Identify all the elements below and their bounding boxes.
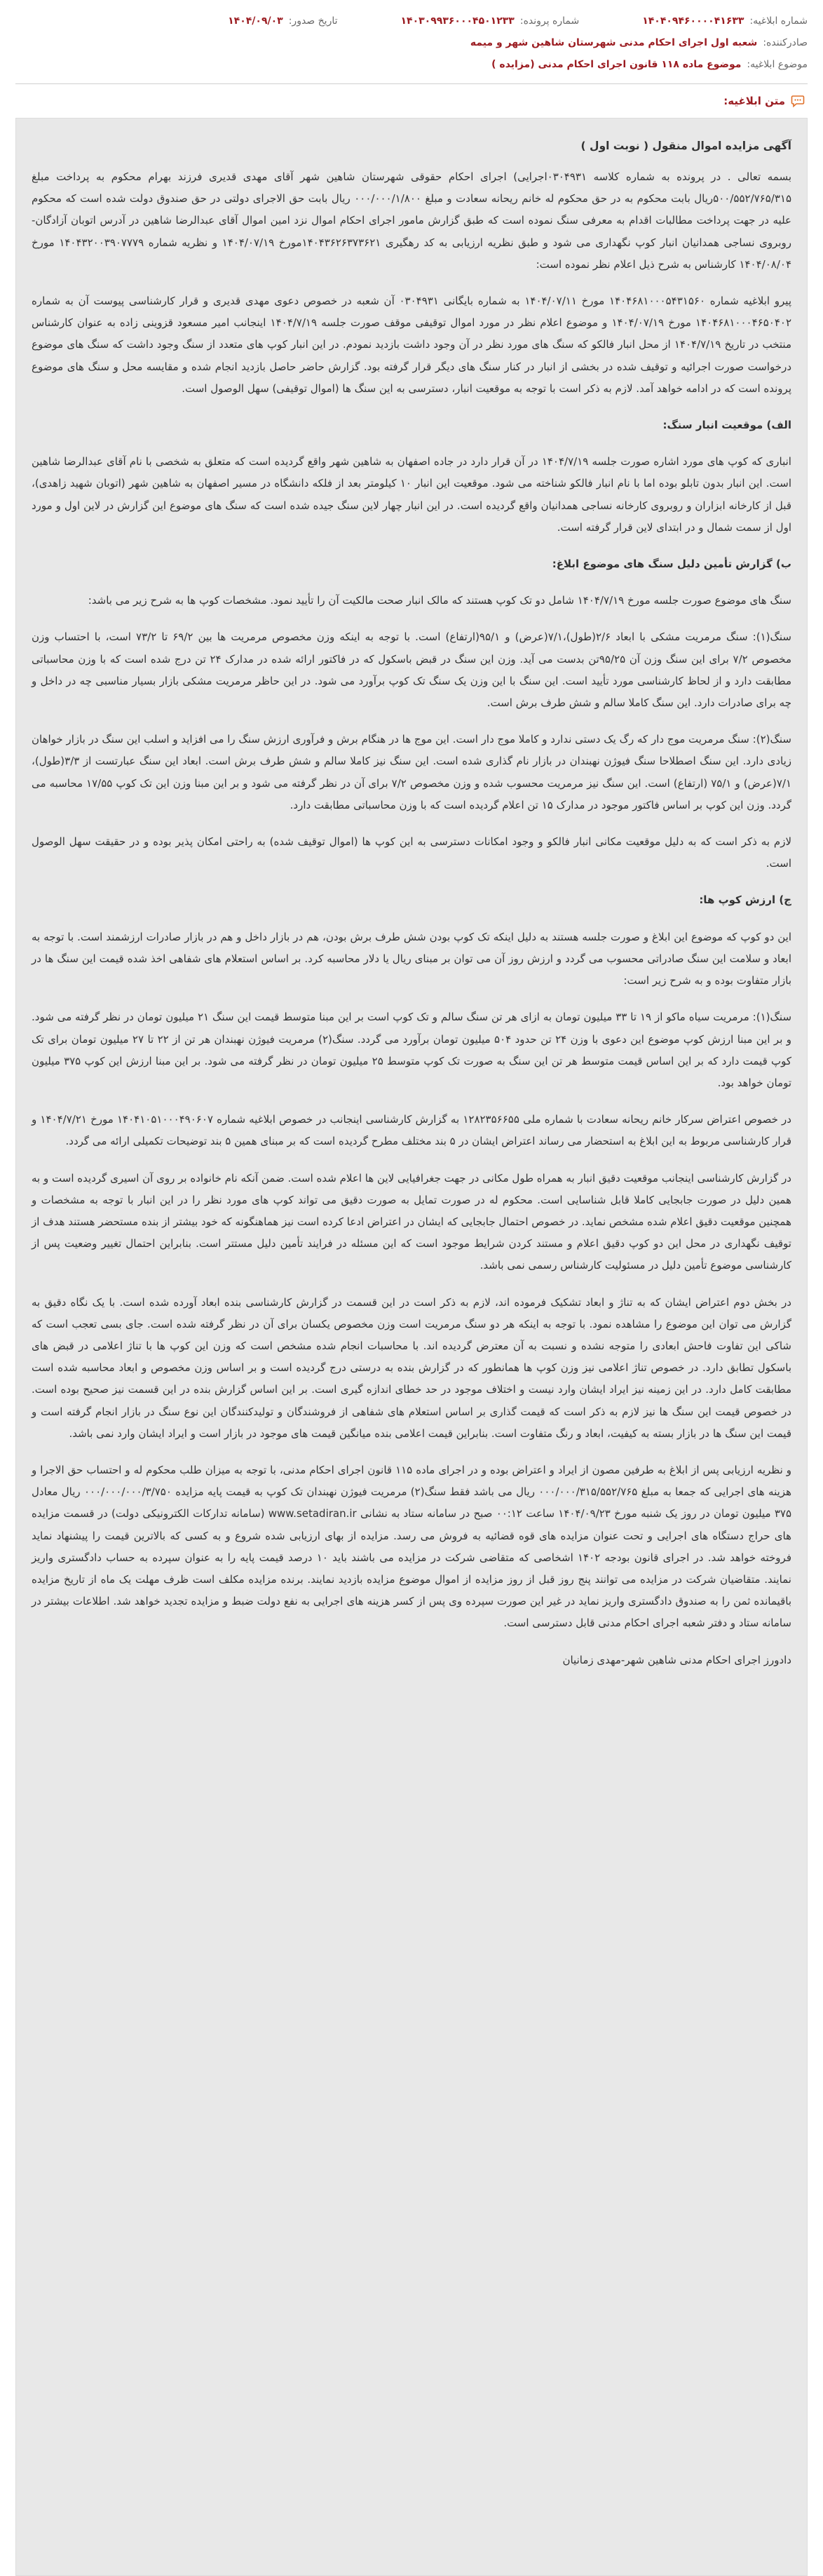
paragraph-objection-response-1: در گزارش کارشناسی اینجانب موقعیت دقیق انبار به همراه طول مکانی در جهت جغرافیایی لاین ها اعلام شده است. ضمن آنکه نام خانواده بر روی آن اسیری گردیده است و به همین دلیل در صورت جابجایی کاملا قابل شناسایی است. محکوم له در صورت تمایل به صورت دقیق می تواند کوپ های مورد نظر را در این انبار با توجه به مشخصات و همچنین موقعیت دقیق اعلام شده مشخص نماید. در خصوص احتمال جابجایی که ایشان در اعتراض ادعا کرده است نیز هماهنگونه که خود بیشتر از بنده مستحضر هستند هدف از توقیف نگهداری در محل این دو کوپ دقیق اعلام و مستند کردن شرایط موجود است که این مسئله در فرایند تأمین دلیل مستتر است. بنابراین احتمال تغییر وضعیت پس از کارشناسی موضوع تأمین دلیل در مسئولیت کارشناس رسمی نمی باشد. [32, 1171, 791, 1272]
paragraph-location: انباری که کوپ های مورد اشاره صورت جلسه ۱۴۰۴/۷/۱۹ در آن قرار دارد در جاده اصفهان به شاهین شهر واقع گردیده است که متعلق به شخصی با نام آقای عبدالرضا شاهین است. این انبار بدون تابلو بوده اما با نام انبار فالکو شناخته می شود. موقعیت این انبار ۱۰ کیلومتر بعد از فلکه دانشگاه در مسیر اصفهان به شاهین شهر (اتوبان شهید زاهدی)، قبل از کارخانه ابزاران و روبروی کارخانه نساجی همدانیان واقع گردیده است. در این انبار چهار لاین سنگ جیده شده است که سنگ های موضوع این گزارش در لاین اول و مورد اول از سمت شمال و در ابتدای لاین قرار گرفته است. [32, 455, 791, 534]
paragraph-access: لازم به ذکر است که به دلیل موقعیت مکانی انبار فالکو و وجود امکانات دسترسی به این کوپ ها (اموال توقیف شده) به راحتی امکان پذیر بوده و در حقیقت سهل الوصول است. [32, 835, 791, 870]
notice-title: متن ابلاغیه: [723, 95, 785, 107]
paragraph-prices: سنگ(۱): مرمریت سیاه ماکو از ۱۹ تا ۳۳ میلیون تومان به ازای هر تن سنگ سالم و تک کوپ است بر این مبنا متوسط قیمت این سنگ ۲۱ میلیون تومان در نظر گرفته می شود. و بر این مبنا ارزش کوپ موضوع این دعوی با وزن ۲۴ تن حدود ۵۰۴ میلیون تومان برآورد می گردد. سنگ(۲) مرمریت فیوژن نهبندان هر تن از ۲۲ تا ۲۷ میلیون تومان برای تک کوپ قیمت دارد که بر این اساس قیمت متوسط هر تن این سنگ به صورت تک کوپ متوسط ۲۵ میلیون تومان در نظر گرفته می شود. بر این مبنا ارزش این کوپ ۳۷۵ میلیون تومان خواهد بود. [32, 1011, 792, 1089]
paragraph-evidence: سنگ های موضوع صورت جلسه مورخ ۱۴۰۴/۷/۱۹ شامل دو تک کوپ هستند که مالک انبار صحت مالکیت آن را تأیید نمود. مشخصات کوپ ها به شرح زیر می باشد: [88, 594, 791, 607]
meta-row-numbers [15, 10, 808, 32]
notice-body [15, 118, 808, 2576]
issue-number-label: شماره ابلاغیه: [749, 15, 808, 27]
notice-header [0, 84, 823, 115]
paragraph-auction-terms: و نظریه ارزیابی پس از ابلاغ به طرفین مصون از ایراد و اعتراض بوده و در اجرای ماده ۱۱۵ قانون اجرای احکام مدنی، با توجه به میزان طلب محکوم له و احتساب حق الاجرا و هزینه های اجرایی که جمعا به مبلغ ۰۰۰/۰۰۰/۳۱۵/۵۵۲/۷۶۵ ریال می باشد فقط سنگ(۲) مرمریت فیوژن نهبندان تک کوپ به قیمت پایه مزایده ۰۰۰/۰۰۰/۰۰۰/۳/۷۵۰ ریال معادل ۳۷۵ میلیون تومان در روز یک شنبه مورخ ۱۴۰۴/۰۹/۲۳ ساعت ۰۰:۱۲ صبح در سامانه ستاد به نشانی www.setadiran.ir (سامانه تدارکات الکترونیکی دولت) در قسمت مزایده های حراج دستگاه های اجرایی و تحت عنوان مزایده های قوه قضائیه به فروش می رسد. مزایده از بهای ارزیابی شده شروع و به کسی که بالاترین قیمت را پیشنهاد نماید فروخته خواهد شد. در اجرای قانون بودجه ۱۴۰۲ اشخاصی که متقاضی شرکت در مزایده می باشند باید ۱۰ درصد قیمت پایه را به عنوان سپرده به حساب دادگستری واریز نمایند. متقاضیان شرکت در مزایده می توانند پنج روز قبل از روز مزایده از اموال موضوع مزایده بازدید نمایند. برنده مزایده مکلف است ظرف مهلت یک ماه از تاریخ مزایده باقیمانده ثمن را به صندوق دادگستری واریز نماید در غیر این صورت سپرده وی پس از کسر هزینه های اجرایی به نفع دولت ضبط و مزایده تجدید خواهد شد. اطلاعات بیشتر در سامانه ستاد و دفتر شعبه اجرای احکام مدنی قابل دسترسی است. [32, 1463, 792, 1630]
issue-date: ۱۴۰۴/۰۹/۰۳ [228, 15, 283, 27]
paragraph-objection: در خصوص اعتراض سرکار خانم ریحانه سعادت با شماره ملی ۱۲۸۲۳۵۶۶۵۵ به گزارش کارشناسی اینجانب در خصوص ابلاغیه شماره ۱۴۰۴۱۰۵۱۰۰۰۴۹۰۶۰۷ مورخ ۱۴۰۴/۷/۲۱ و قرار کارشناسی مربوط به این ابلاغ به استحضار می رساند اعتراض ایشان در ۵ بند مختلف مطرح گردیده است که بر مبنای همین ۵ بند توضیحات تکمیلی ارائه می گردد. [32, 1113, 791, 1148]
paragraph-objection-response-2: در بخش دوم اعتراض ایشان که به تناژ و ابعاد تشکیک فرموده اند، لازم به ذکر است در این قسمت در گزارش کارشناسی بنده ابعاد آورده شده است. با یک نگاه دقیق به گزارش می توان این موضوع را مشاهده نمود. با توجه به اینکه هر دو سنگ مرمریت است وزن مخصوص یکسان برای آن در نظر گرفته شده است. جای بسی تعجب است که شاکی این تفاوت فاحش ابعادی را متوجه نشده و نسبت به آن معترض گردیده اند. با محاسبات انجام شده مشخص است که وزن این کوپ ها با تناژ اعلامی در قبض های باسکول تطابق دارد. در خصوص تناژ اعلامی نیز وزن کوپ ها همانطور که در گزارش بنده به درستی درج گردیده است و بر اساس وزن مخصوص و ابعاد محاسبه شده است مطابقت کامل دارد. در این زمینه نیز ایراد ایشان وارد نیست و اختلاف موجود در حد خطای اندازه گیری است. بر این اساس گزارش بنده در این قسمت نیز صحیح بوده است. در خصوص قیمت این سنگ ها نیز لازم به ذکر است که قیمت گذاری بر اساس استعلام های شفاهی از فروشندگان و تولیدکنندگان این نوع سنگ در بازار انجام گرفته است و قیمت این سنگ ها در بازار بسته به کیفیت، ابعاد و رنگ متفاوت است. بنابراین قیمت اعلامی بنده میانگین قیمت های موجود در بازار است و ایراد ایشان وارد نمی باشد. [32, 1295, 791, 1440]
meta-row-issuer [15, 32, 808, 53]
paragraph-intro: بسمه تعالی . در پرونده به شماره کلاسه ۰۳۰۴۹۳۱اجرایی) اجرای احکام حقوقی شهرستان شاهین شهر آقای مهدی قدیری فرزند بهرام محکوم به پرداخت مبلغ ۵۰۰/۵۵۲/۷۶۵/۳۱۵ریال بابت محکوم به در حق محکوم له خانم ریحانه سعادت و مبلغ ۰۰۰/۰۰۰/۱/۸۰۰ ریال بابت حق الاجرای دولتی در حق صندوق دولت شده است که محکوم علیه در جهت پرداخت مطالبات اقدام به معرفی سنگ نموده است که طبق گزارش مامور اجرای احکام اموال نزد امین اموال آقای عبدالرضا شاهین در آدرس اتوبان آزادگان-روبروی نساجی همدانیان انبار کوپ نگهداری می شود و طبق نظریه ارزیابی به کد رهگیری ۱۴۰۴۳۶۲۶۳۷۳۶۲۱مورخ ۱۴۰۴/۰۷/۱۹ و نظریه شماره ۱۴۰۴۳۲۰۰۳۹۰۷۷۷۹ مورخ ۱۴۰۴/۰۸/۰۴ کارشناس به شرح ذیل اعلام نظر نموده است: [32, 170, 792, 271]
section-heading-value: ج) ارزش کوپ ها: [699, 893, 791, 907]
notice-meta [0, 0, 823, 75]
paragraph-expert-report: پیرو ابلاغیه شماره ۱۴۰۴۶۸۱۰۰۰۵۴۳۱۵۶۰ مورخ ۱۴۰۴/۰۷/۱۱ به شماره بایگانی ۰۳۰۴۹۳۱ آن شعبه در خصوص دعوی مهدی قدیری و قرار کارشناسی پیوست آن به شماره ۱۴۰۴۶۸۱۰۰۰۴۶۵۰۴۰۲ مورخ ۱۴۰۴/۰۷/۱۹ و موضوع اعلام نظر در مورد اموال توقیفی موقف صورت جلسه ۱۴۰۴/۷/۱۹ اینجانب امیر مسعود قزوینی زاده به عنوان کارشناس منتخب در تاریخ ۱۴۰۴/۷/۱۹ از محل انبار فالکو که سنگ های مورد نظر در آن وجود داشت بازدید نمودم. در این انبار کوپ های متعدد از سنگ وجود داشت که سنگ های موضوع درخواست صورت اجرائیه و توقیف شده در بخشی از انبار در کنار سنگ های دیگر قرار گرفته بود. گزارش حاضر حاصل بازدید انجام شده و مقایسه محل و سنگ های موضوع پرونده است که در ادامه خواهد آمد. لازم به ذکر است با توجه به موقعیت انبار، دسترسی به این سنگ ها (اموال توقیفی) سهل الوصول است. [32, 295, 792, 395]
subject-label: موضوع ابلاغیه: [747, 58, 808, 70]
paragraph-stone-2: سنگ(۲): سنگ مرمریت موج دار که رگ یک دستی ندارد و کاملا موج دار است. این موج ها در هنگام برش و فرآوری ارزش سنگ را می افزاید و اسلب این سنگ در بازار خواهان زیادی دارد. این سنگ اصطلاحا سنگ فیوژن نهبندان در بازار نام گذاری شده است. این سنگ نیز کاملا سالم و شش طرف برش است. ابعاد این سنگ عبارتست از ۳/۳(طول)، ۷/۱(عرض) و ۷۵/۱ (ارتفاع) است. این سنگ نیز مرمریت محسوب شده و وزن مخصوص ۷/۲ برای آن در نظر گرفته می شود و بر این مبنا وزن این تک کوپ ۱۷/۵۵ محاسبه می گردد. وزن این کوپ بر اساس فاکتور موجود در مدارک ۱۵ تن اعلام گردیده است که با وزن محاسباتی مطابقت دارد. [32, 733, 791, 811]
subject: موضوع ماده ۱۱۸ قانون اجرای احکام مدنی (مزایده ) [491, 58, 742, 70]
paragraph-stone-1: سنگ(۱): سنگ مرمریت مشکی با ابعاد ۲/۶(طول)،۷/۱(عرض) و ۹۵/۱(ارتفاع) است. با توجه به اینکه وزن مخصوص مرمریت ها بین ۶۹/۲ تا ۷۳/۲ است، با احتساب وزن مخصوص ۷/۲ برای این سنگ وزن آن ۹۵/۲۵تن بدست می آید. وزن این سنگ در قبض باسکول که در فاکتور ارائه شده در مدارک ۲۴ تن درج شده است که با وزن محاسباتی مطابقت دارد و از لحاظ کارشناسی مورد تأیید است. این سنگ با این وزن یک سنگ تک کوپ برآورد می شود. در این حاظر مرمریت مشکی بازار بسیار مناسبی چه در داخل و چه برای صادرات دارد. این سنگ کاملا سالم و شش طرف برش است. [32, 630, 791, 710]
case-number-label: شماره پرونده: [519, 15, 580, 27]
paragraph-value: این دو کوپ که موضوع این ابلاغ و صورت جلسه هستند به دلیل اینکه تک کوپ بودن شش طرف برش بودن، هم در بازار داخل و هم در بازار صادرات ارزشمند است. با توجه به ابعاد و سلامت این سنگ صادراتی محسوب می گردد و ارزش روز آن می توان بر مبنای ریال یا دلار محاسبه کرد. بر اساس استعلام های شفاهی اخذ شده قیمت این سنگ ها در بازار متفاوت بوده و به شرح زیر است: [32, 930, 791, 987]
meta-row-subject [15, 53, 808, 75]
issue-date-label: تاریخ صدور: [288, 15, 338, 27]
issue-number: ۱۴۰۴۰۹۴۶۰۰۰۰۴۱۶۳۳ [642, 15, 744, 27]
signature: دادورز اجرای احکام مدنی شاهین شهر-مهدی زمانیان [562, 1653, 791, 1666]
section-heading-location: الف) موقعیت انبار سنگ: [662, 419, 791, 432]
issuer-label: صادرکننده: [763, 36, 808, 48]
issuer: شعبه اول اجرای احکام مدنی شهرستان شاهین شهر و میمه [470, 36, 758, 48]
chat-bubble-icon [791, 94, 805, 108]
section-heading-evidence: ب) گزارش تأمین دلیل سنگ های موضوع ابلاغ: [552, 558, 791, 571]
case-number: ۱۴۰۳۰۹۹۳۶۰۰۰۴۵۰۱۲۳۳ [400, 15, 515, 27]
notice-heading: آگهی مزایده اموال منقول ( نوبت اول ) [580, 140, 791, 152]
